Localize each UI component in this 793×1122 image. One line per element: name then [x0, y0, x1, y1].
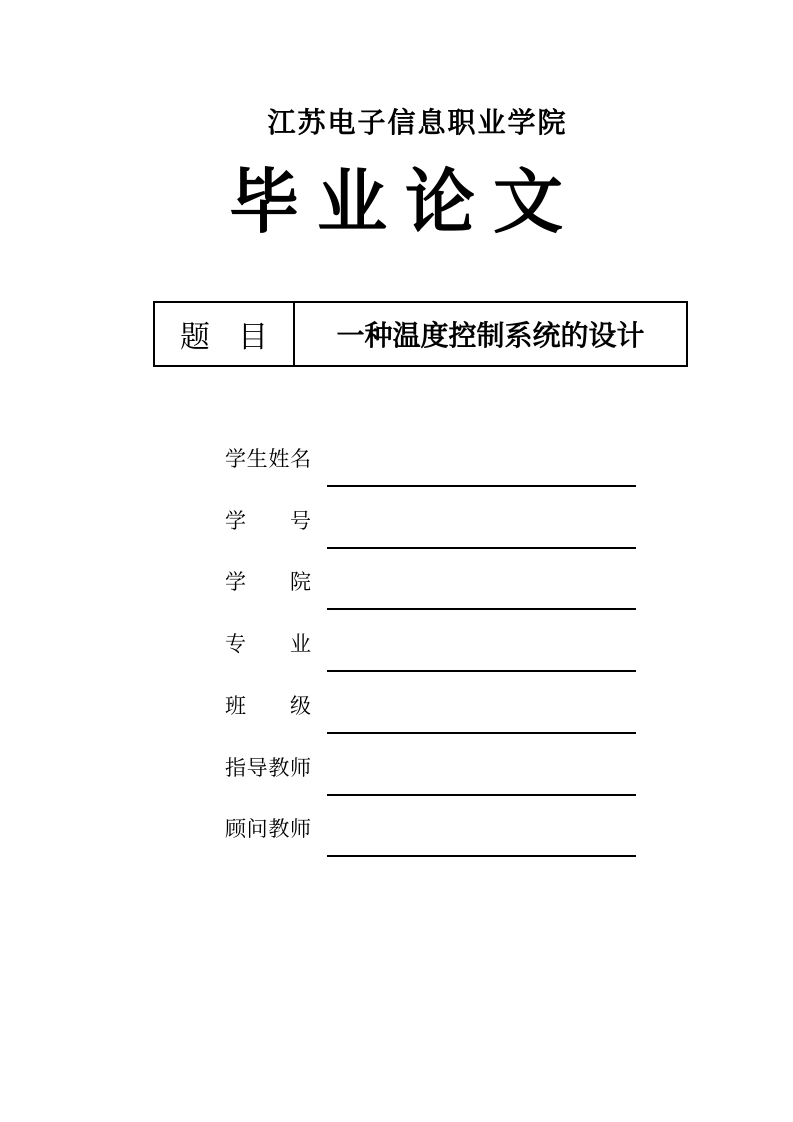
field-label-advisor: 指导教师: [225, 756, 311, 780]
document-title: 毕业论文: [229, 165, 581, 242]
title-label: 题目: [180, 321, 268, 354]
blank-underline-student-id: [327, 547, 636, 549]
title-value-cell: [295, 303, 686, 365]
form-row-college: [0, 571, 793, 613]
blank-underline-college: [327, 608, 636, 610]
form-row-major: [0, 633, 793, 675]
institution-name: 江苏电子信息职业学院: [267, 108, 568, 139]
thesis-title-text: 一种温度控制系统的设计: [336, 320, 645, 351]
field-label-student-id: 学号: [225, 509, 311, 533]
title-label-cell: [155, 303, 295, 365]
field-label-student-name: 学生姓名: [225, 448, 311, 471]
blank-underline-advisor: [327, 794, 636, 796]
field-label-consultant: 顾问教师: [225, 818, 311, 842]
form-row-student-name: [0, 448, 793, 490]
blank-underline-student-name: [327, 485, 636, 487]
form-row-advisor: [0, 757, 793, 799]
form-row-student-id: [0, 510, 793, 552]
form-row-consultant: [0, 818, 793, 860]
form-row-class: [0, 695, 793, 737]
field-label-class: 班级: [225, 694, 311, 718]
blank-underline-consultant: [327, 855, 636, 857]
field-label-college: 学院: [225, 571, 311, 595]
blank-underline-major: [327, 670, 636, 672]
field-label-major: 专业: [225, 633, 311, 657]
blank-underline-class: [327, 732, 636, 734]
thesis-title-box: [153, 301, 688, 367]
